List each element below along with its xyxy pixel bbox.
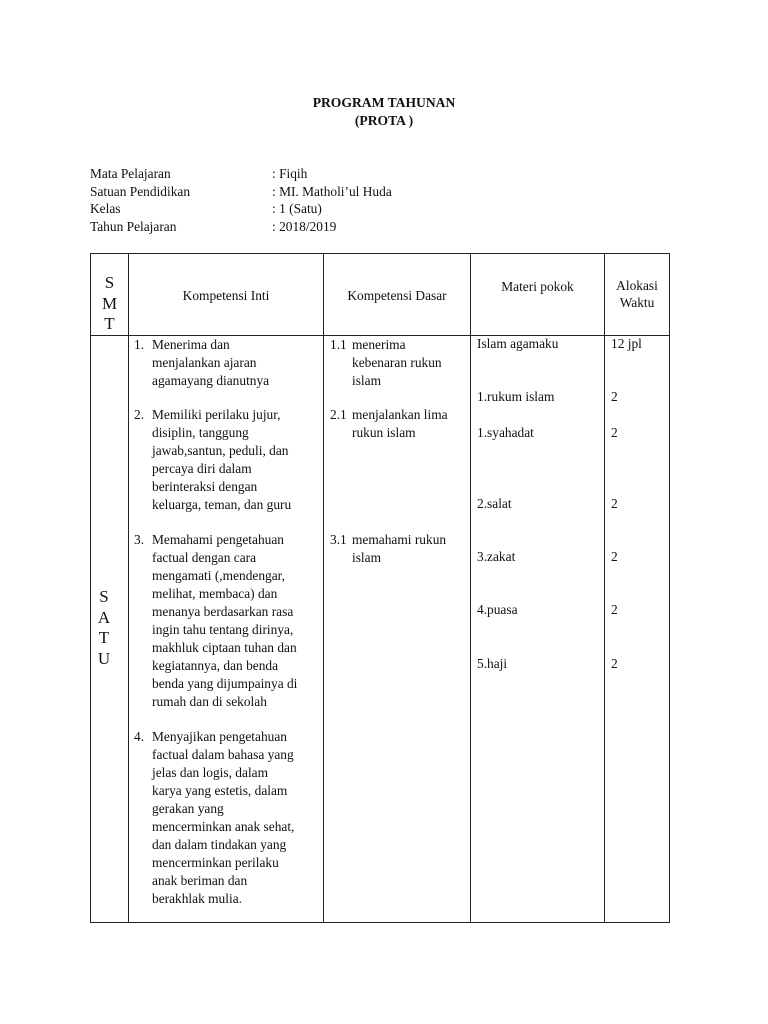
table-border-right [669,253,670,923]
table-col-divider-1 [128,253,129,923]
ki-item-4 [134,728,322,908]
ki-text: Menyajikan pengetahuan factual dalam bahasa yang jelas dan logis, dalam karya yang estetis, dalam gerakan yang mencerminkan anak sehat, dan dalam tindakan yang mencerminkan perilaku anak beriman dan berakhlak mulia. [152,729,295,906]
info-value-tahun-pelajaran: : 2018/2019 [272,219,337,234]
header-smt-letter: M [101,293,118,313]
ki-number: 1. [134,337,145,352]
semester-letter: A [97,607,111,627]
ki-number: 2. [134,407,145,422]
page-subtitle: (PROTA ) [354,113,414,128]
info-label-kelas: Kelas [90,201,121,216]
kd-number: 1.1 [330,337,347,352]
materi-item: Islam agamaku [477,336,559,351]
semester-letter: T [98,628,110,647]
kd-item-1-1 [330,336,480,390]
ki-number: 3. [134,532,145,547]
ki-item-2 [134,406,322,514]
kd-text: menjalankan lima rukun islam [352,407,448,440]
alokasi-item: 2 [611,389,618,404]
header-smt-letter: T [104,314,115,333]
alokasi-item: 2 [611,602,618,617]
table-border-bottom [90,922,670,923]
header-kompetensi-inti: Kompetensi Inti [182,288,270,303]
ki-text: Memahami pengetahuan factual dengan cara mengamati (,mendengar, melihat, membaca) dan menanya berdasarkan rasa ingin tahu tentang dirinya, makhluk ciptaan tuhan dan kegiatannya, dan benda benda yang dijumpainya di rumah dan di sekolah [152,532,298,709]
page-title: PROGRAM TAHUNAN [312,95,456,110]
ki-number: 4. [134,729,145,744]
materi-item: 4.puasa [477,602,518,617]
ki-item-1 [134,336,322,390]
header-materi-pokok: Materi pokok [501,279,574,294]
kd-number: 3.1 [330,532,347,547]
info-value-mata-pelajaran: : Fiqih [272,166,308,181]
header-kompetensi-dasar: Kompetensi Dasar [347,288,447,303]
ki-item-3 [134,531,322,711]
kd-text: menerima kebenaran rukun islam [352,337,442,388]
header-smt [91,273,128,335]
kd-item-2-1 [330,406,480,442]
materi-item: 5.haji [477,656,508,671]
kd-number: 2.1 [330,407,347,422]
table-col-divider-4 [604,253,605,923]
info-value-satuan-pendidikan: : MI. Matholi’ul Huda [272,184,392,199]
header-alokasi-waktu [605,277,669,311]
semester-letter: U [97,648,111,668]
alokasi-item: 2 [611,425,618,440]
info-value-kelas: : 1 (Satu) [272,201,322,216]
header-alokasi-line2: Waktu [619,295,655,310]
kd-text: memahami rukun islam [352,532,447,565]
kd-item-3-1 [330,531,480,567]
semester-letter: S [99,587,109,606]
info-label-mata-pelajaran: Mata Pelajaran [90,166,171,181]
alokasi-item: 2 [611,496,618,511]
table-col-divider-2 [323,253,324,923]
materi-item: 1.syahadat [477,425,534,440]
alokasi-item: 12 jpl [611,336,642,351]
materi-item: 2.salat [477,496,512,511]
header-smt-letter: S [104,273,115,292]
materi-item: 1.rukum islam [477,389,555,404]
info-label-satuan-pendidikan: Satuan Pendidikan [90,184,191,199]
alokasi-item: 2 [611,549,618,564]
materi-item: 3.zakat [477,549,516,564]
table-border-top [90,253,670,254]
header-alokasi-line1: Alokasi [616,278,658,293]
ki-text: Memiliki perilaku jujur, disiplin, tanggung jawab,santun, peduli, dan percaya diri dalam berinteraksi dengan keluarga, teman, dan guru [152,407,292,512]
alokasi-item: 2 [611,656,618,671]
info-label-tahun-pelajaran: Tahun Pelajaran [90,219,177,234]
semester-label [91,587,117,669]
ki-text: Menerima dan menjalankan ajaran agamayang dianutnya [152,337,270,388]
